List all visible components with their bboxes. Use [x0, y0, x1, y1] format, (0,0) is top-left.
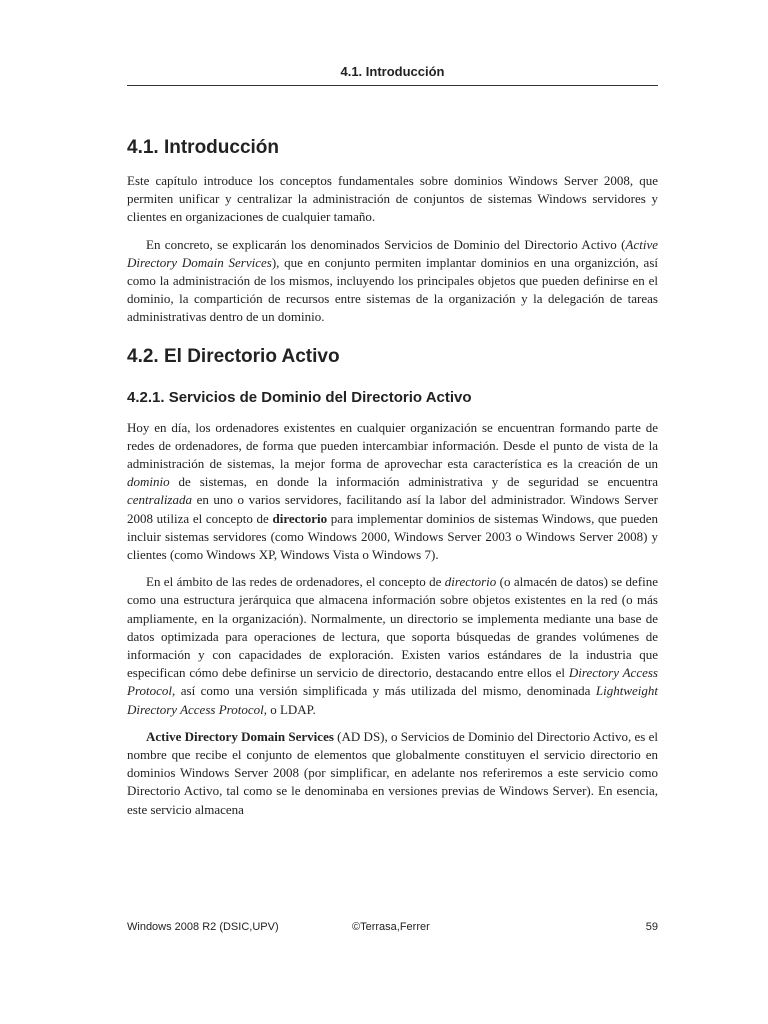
- text-run: en uno o varios servidores, facilitando así la labor del administrador. Windows Server 2008 utiliza el concepto de: [127, 492, 658, 526]
- text-run: Hoy en día, los ordenadores existentes en cualquier organización se encuentran formando parte de redes de ordenadores, de forma que pueden intercambiar información. Desde el punto de vista de la administración de sistemas, la mejor forma de aprovechar esta característica es la creación de un: [127, 419, 658, 472]
- text-run: (o almacén de datos) se define como una estructura jerárquica que almacena información sobre objetos existentes en la red (o más ampliamente, en la organización). Normalmente, un directorio se implementa mediante una base de datos optimizada para operaciones de lectura, que soporta búsquedas de grandes volúmenes de información y con capacidades de exploración. Existen varios estándares de la industria que especifican cómo debe definirse un servicio de directorio, destacando entre ellos el: [127, 574, 658, 681]
- header-rule: [127, 85, 658, 86]
- text-run: , así como una versión simplificada y más utilizada del mismo, denominada: [172, 683, 596, 699]
- text-run: En concreto, se explicarán los denominados Servicios de Dominio del Directorio Activo (: [146, 236, 626, 252]
- directory-paragraph-3: [127, 728, 658, 819]
- directory-paragraph-1: [127, 419, 658, 565]
- bold-term: directorio: [272, 510, 328, 526]
- italic-term: centralizada: [127, 492, 192, 508]
- section-heading-4-1: 4.1. Introducción: [127, 137, 280, 158]
- text-run: de sistemas, en donde la información administrativa y de seguridad se encuentra: [169, 474, 658, 490]
- italic-term: directorio: [444, 574, 497, 590]
- text-run: En el ámbito de las redes de ordenadores, el concepto de: [146, 574, 445, 590]
- page-footer: [127, 921, 658, 937]
- text-run: para implementar dominios de sistemas Windows, que pueden incluir sistemas servidores (como Windows 2000, Windows Server 2003 o Windows Server 2008) y clientes (como Windows XP, Windows Vista o Windows 7).: [127, 510, 659, 563]
- italic-term: Active Directory Domain Services: [127, 236, 658, 270]
- text-run: (AD DS), o Servicios de Dominio del Directorio Activo, es el nombre que recibe el conjunto de elementos que globalmente constituyen el servicio directorio en dominios Windows Server 2008 (por simplificar, en adelante nos referiremos a este servicio como Directorio Activo, tal como se le denominaba en versiones previas de Windows Server). En esencia, este servicio almacena: [127, 728, 658, 817]
- italic-term: dominio: [127, 474, 170, 490]
- page-number: 59: [645, 921, 658, 933]
- footer-course: Windows 2008 R2 (DSIC,UPV): [127, 921, 279, 933]
- footer-authors: ©Terrasa,Ferrer: [352, 921, 430, 933]
- subsection-heading-4-2-1: 4.2.1. Servicios de Dominio del Directorio Activo: [127, 388, 472, 406]
- bold-term: Active Directory Domain Services: [146, 728, 334, 744]
- italic-term: Lightweight Directory Access Protocol: [127, 683, 658, 717]
- section-heading-4-2: 4.2. El Directorio Activo: [127, 345, 340, 367]
- running-header: 4.1. Introducción: [340, 64, 445, 79]
- text-run: ), que en conjunto permiten implantar dominios en una organizción, así como la administración de los mismos, incluyendo los principales objetos que pueden definirse en el dominio, la compartición de recursos entre sistemas de la organización y la delegación de tareas administrativas dentro de un dominio.: [127, 254, 659, 325]
- intro-paragraph-2: [127, 236, 658, 327]
- italic-term: Directory Access Protocol: [127, 665, 658, 699]
- intro-paragraph-1: Este capítulo introduce los conceptos fundamentales sobre dominios Windows Server 2008, que permiten unificar y centralizar la administración de conjuntos de sistemas Windows servidores y clientes en organizaciones de cualquier tamaño.: [127, 173, 658, 225]
- directory-paragraph-2: [127, 573, 658, 719]
- text-run: , o LDAP.: [263, 701, 316, 717]
- page-body: [127, 134, 658, 819]
